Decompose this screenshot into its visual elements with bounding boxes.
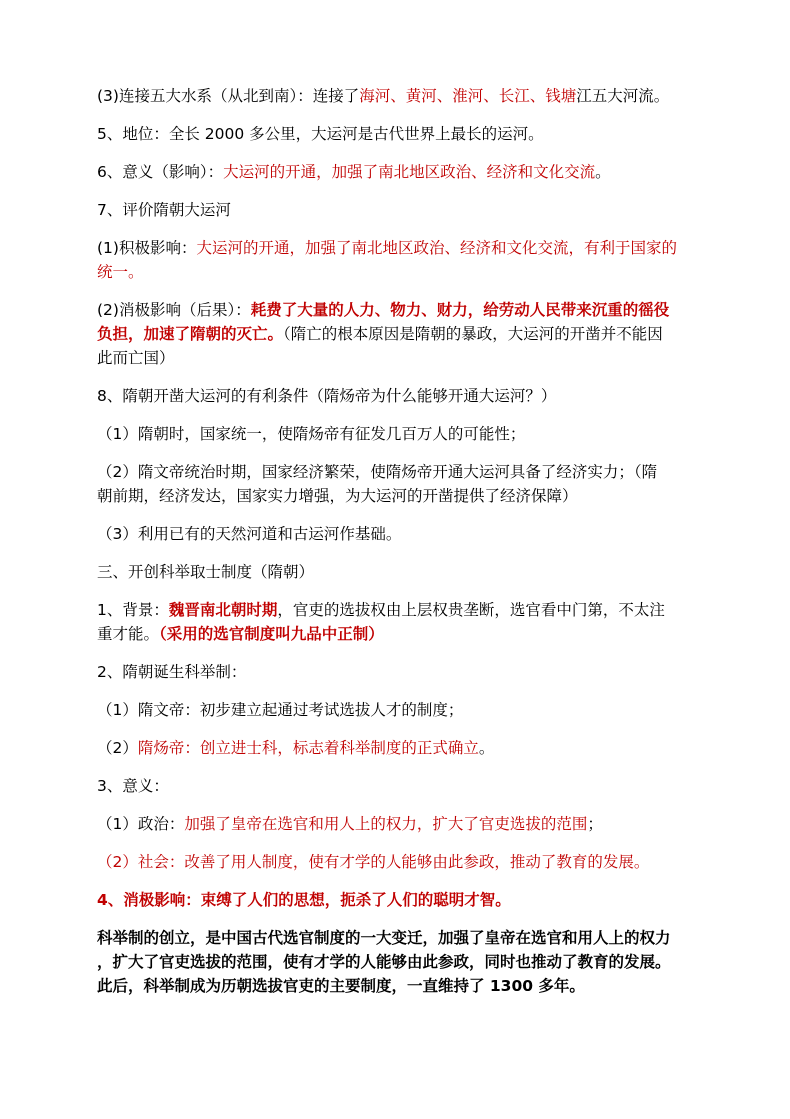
text-line bbox=[97, 260, 695, 284]
text-line bbox=[97, 198, 695, 222]
text-run: 海河、黄河、淮河、长江、钱塘 bbox=[359, 87, 577, 105]
text-line bbox=[97, 950, 695, 974]
text-line bbox=[97, 160, 695, 184]
text-run: 加强了皇帝在选官和用人上的权力，扩大了官吏选拔的范围 bbox=[184, 815, 588, 833]
text-run: 三、开创科举取士制度（隋朝） bbox=[97, 563, 315, 581]
text-line bbox=[97, 484, 695, 508]
paragraph bbox=[97, 522, 695, 546]
text-run: （采用的选官制度叫九品中正制） bbox=[159, 625, 384, 643]
text-line bbox=[97, 560, 695, 584]
text-line bbox=[97, 926, 695, 950]
text-run: 4、消极影响：束缚了人们的思想，扼杀了人们的聪明才智。 bbox=[97, 891, 511, 909]
paragraph bbox=[97, 926, 695, 998]
text-run: 江五大河流。 bbox=[576, 87, 670, 105]
text-line bbox=[97, 622, 695, 646]
paragraph bbox=[97, 236, 695, 284]
text-run: 5、地位：全长 2000 多公里，大运河是古代世界上最长的运河。 bbox=[97, 125, 544, 143]
paragraph bbox=[97, 122, 695, 146]
text-run: ，官吏的选拔权由上层权贵垄断，选官看中门第，不太注 bbox=[277, 601, 665, 619]
text-run: 2、隋朝诞生科举制： bbox=[97, 663, 247, 681]
text-run: (3)连接五大水系（从北到南）：连接了 bbox=[97, 87, 360, 105]
text-run: 魏晋南北朝时期 bbox=[168, 601, 278, 619]
text-run: （1）隋朝时，国家统一，使隋炀帝有征发几百万人的可能性； bbox=[97, 425, 526, 443]
text-run: 7、评价隋朝大运河 bbox=[97, 201, 231, 219]
text-run: 隋炀帝：创立进士科，标志着科举制度的正式确立 bbox=[137, 739, 479, 757]
text-line bbox=[97, 298, 695, 322]
text-line bbox=[97, 522, 695, 546]
text-line bbox=[97, 122, 695, 146]
text-run: 3、意义： bbox=[97, 777, 169, 795]
text-line bbox=[97, 736, 695, 760]
paragraph bbox=[97, 384, 695, 408]
text-run: （2）隋文帝统治时期，国家经济繁荣，使隋炀帝开通大运河具备了经济实力；（隋 bbox=[97, 463, 658, 481]
text-run: 大运河的开通，加强了南北地区政治、经济和文化交流 bbox=[223, 163, 596, 181]
paragraph bbox=[97, 422, 695, 446]
text-line bbox=[97, 346, 695, 370]
paragraph bbox=[97, 560, 695, 584]
text-line bbox=[97, 84, 695, 108]
paragraph bbox=[97, 850, 695, 874]
text-line bbox=[97, 660, 695, 684]
paragraph bbox=[97, 812, 695, 836]
text-run: ； bbox=[587, 815, 603, 833]
text-run: 此而亡国） bbox=[97, 349, 175, 367]
paragraph bbox=[97, 698, 695, 722]
text-run: 6、意义（影响）： bbox=[97, 163, 224, 181]
text-line bbox=[97, 598, 695, 622]
document-page bbox=[97, 84, 695, 1012]
text-run: 1、背景： bbox=[97, 601, 169, 619]
paragraph bbox=[97, 84, 695, 108]
paragraph bbox=[97, 774, 695, 798]
text-run: (2)消极影响（后果）： bbox=[97, 301, 251, 319]
text-run: 。 bbox=[478, 739, 495, 757]
paragraph bbox=[97, 160, 695, 184]
text-run: 耗费了大量的人力、物力、财力，给劳动人民带来沉重的徭役 bbox=[250, 301, 670, 319]
text-run: （2） bbox=[97, 739, 138, 757]
text-line bbox=[97, 322, 695, 346]
text-line bbox=[97, 698, 695, 722]
text-run: 大运河的开通，加强了南北地区政治、经济和文化交流，有利于国家的 bbox=[196, 239, 677, 257]
text-run: 。 bbox=[595, 163, 611, 181]
text-line bbox=[97, 384, 695, 408]
text-run: 朝前期，经济发达，国家实力增强，为大运河的开凿提供了经济保障） bbox=[97, 487, 578, 505]
text-run: ，扩大了官吏选拔的范围，使有才学的人能够由此参政，同时也推动了教育的发展。 bbox=[97, 953, 671, 971]
text-run: (1)积极影响： bbox=[97, 239, 197, 257]
text-line bbox=[97, 850, 695, 874]
text-line bbox=[97, 774, 695, 798]
text-run: 统一。 bbox=[97, 263, 144, 281]
text-run: （1）隋文帝：初步建立起通过考试选拔人才的制度； bbox=[97, 701, 464, 719]
paragraph bbox=[97, 198, 695, 222]
text-run: （隋亡的根本原因是隋朝的暴政，大运河的开凿并不能因 bbox=[283, 325, 663, 343]
text-line bbox=[97, 236, 695, 260]
text-run: （3）利用已有的天然河道和古运河作基础。 bbox=[97, 525, 402, 543]
text-run: 8、隋朝开凿大运河的有利条件（隋炀帝为什么能够开通大运河？） bbox=[97, 387, 557, 405]
text-run: 此后，科举制成为历朝选拔官吏的主要制度，一直维持了 1300 多年。 bbox=[97, 977, 585, 995]
paragraph bbox=[97, 298, 695, 370]
text-run: （1）政治： bbox=[97, 815, 185, 833]
paragraph bbox=[97, 660, 695, 684]
text-line bbox=[97, 974, 695, 998]
text-line bbox=[97, 460, 695, 484]
text-line bbox=[97, 422, 695, 446]
paragraph bbox=[97, 460, 695, 508]
text-run: 科举制的创立，是中国古代选官制度的一大变迁，加强了皇帝在选官和用人上的权力 bbox=[97, 929, 671, 947]
text-line bbox=[97, 812, 695, 836]
text-run: 重才能。 bbox=[97, 625, 160, 643]
text-line bbox=[97, 888, 695, 912]
paragraph bbox=[97, 598, 695, 646]
text-run: （2）社会：改善了用人制度，使有才学的人能够由此参政，推动了教育的发展。 bbox=[97, 853, 650, 871]
paragraph bbox=[97, 736, 695, 760]
text-run: 负担，加速了隋朝的灭亡。 bbox=[97, 325, 284, 343]
paragraph bbox=[97, 888, 695, 912]
